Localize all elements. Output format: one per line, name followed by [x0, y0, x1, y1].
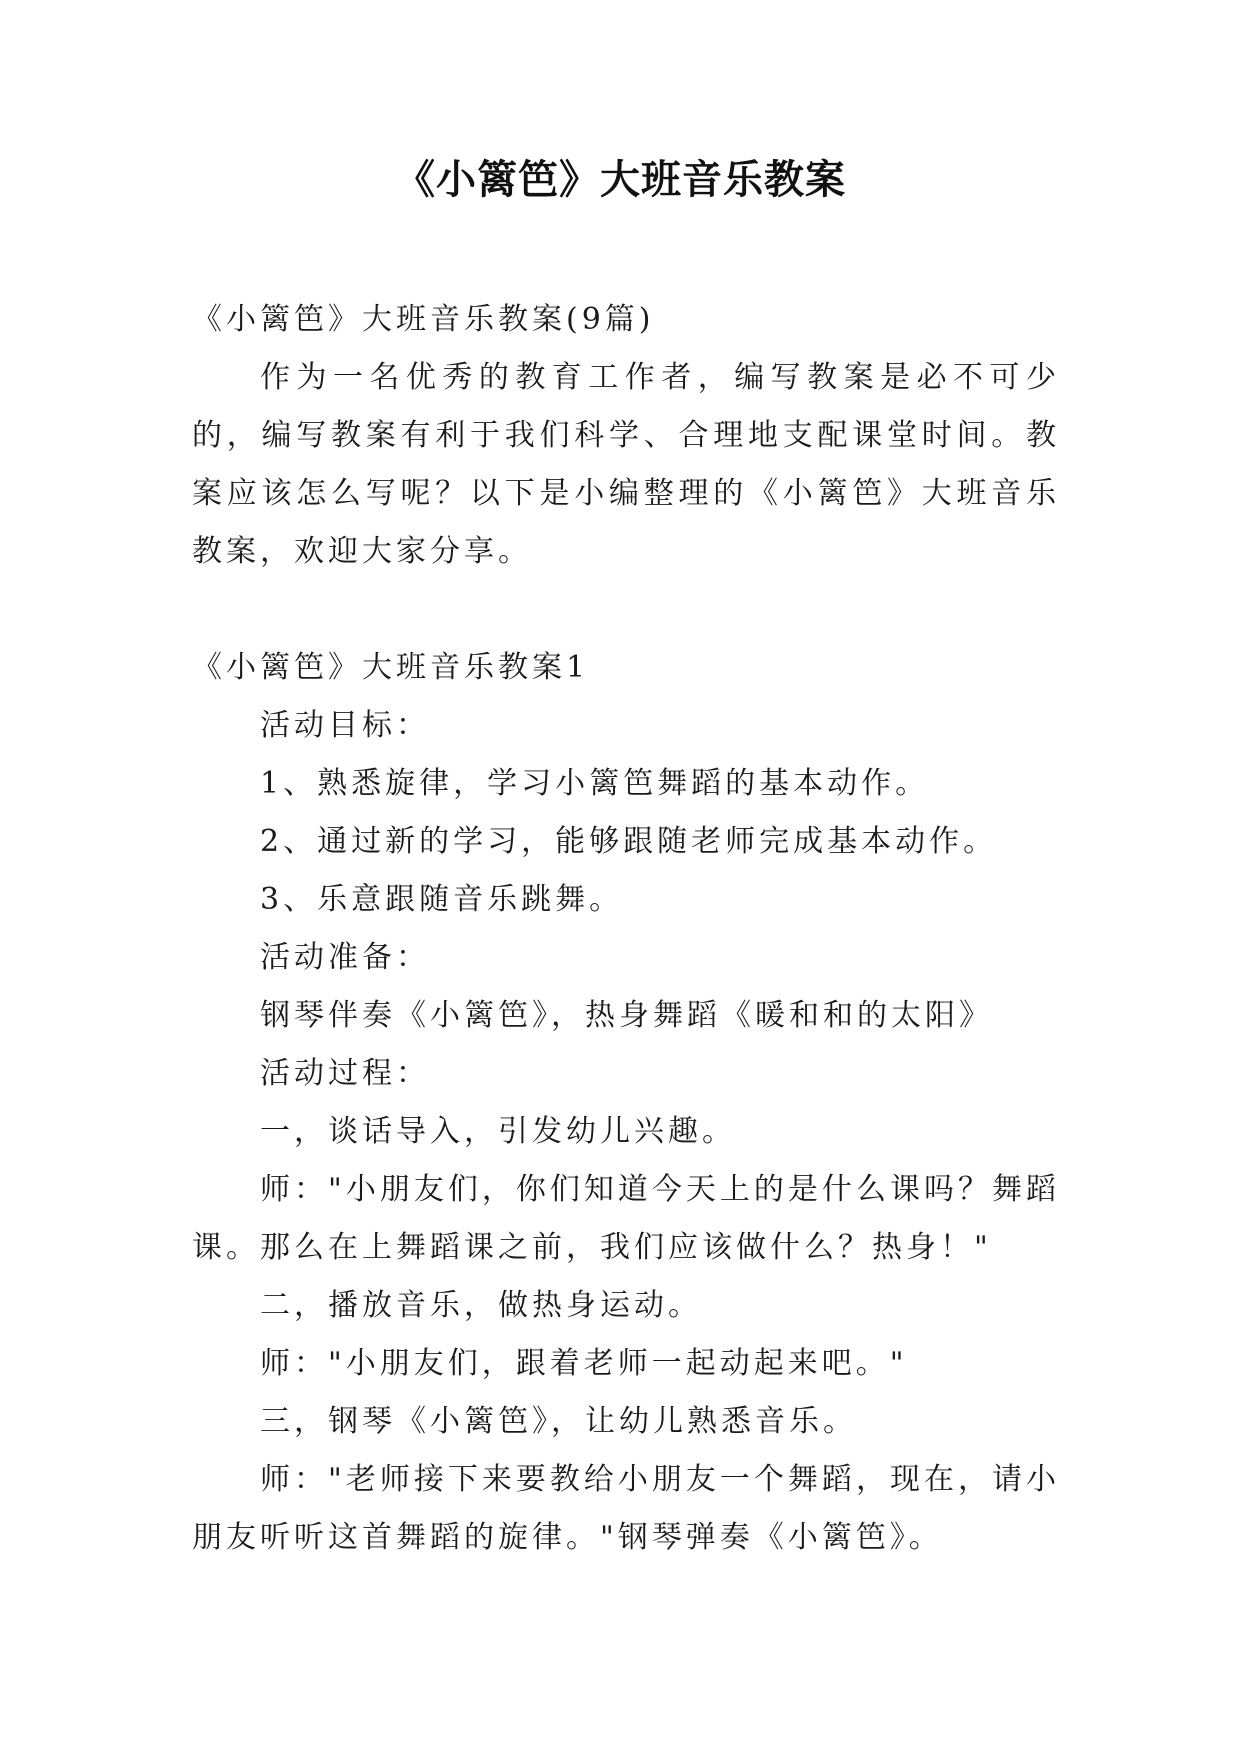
- paragraph: 活动目标：: [260, 708, 430, 743]
- paragraph: 三，钢琴《小篱笆》，让幼儿熟悉音乐。: [260, 1404, 857, 1439]
- paragraph: 师："小朋友们，跟着老师一起动起来吧。": [260, 1346, 908, 1381]
- paragraph: 1、熟悉旋律，学习小篱笆舞蹈的基本动作。: [260, 766, 930, 801]
- paragraph: 师："老师接下来要教给小朋友一个舞蹈，现在，请小朋友听听这首舞蹈的旋律。"钢琴弹奏《小篱笆》。: [192, 1462, 1060, 1555]
- paragraph: 3、乐意跟随音乐跳舞。: [260, 882, 624, 917]
- paragraph: 2、通过新的学习，能够跟随老师完成基本动作。: [260, 824, 998, 859]
- paragraph: 师："小朋友们，你们知道今天上的是什么课吗？舞蹈课。那么在上舞蹈课之前，我们应该做什么？热身！": [192, 1172, 1060, 1265]
- document-title: 《小篱笆》大班音乐教案: [395, 157, 846, 203]
- paragraph: 一，谈话导入，引发幼儿兴趣。: [260, 1114, 736, 1149]
- paragraph: 二，播放音乐，做热身运动。: [260, 1288, 702, 1323]
- section-heading: 《小篱笆》大班音乐教案1: [192, 650, 590, 685]
- paragraph: 钢琴伴奏《小篱笆》，热身舞蹈《暖和和的太阳》: [260, 998, 993, 1033]
- paragraph: 活动过程：: [260, 1056, 430, 1091]
- collection-heading: 《小篱笆》大班音乐教案(9篇): [192, 302, 655, 337]
- paragraph: 活动准备：: [260, 940, 430, 975]
- intro-paragraph: 作为一名优秀的教育工作者，编写教案是必不可少的，编写教案有利于我们科学、合理地支配课堂时间。教案应该怎么写呢？以下是小编整理的《小篱笆》大班音乐教案，欢迎大家分享。: [192, 360, 1060, 569]
- document-body: [192, 291, 1060, 1567]
